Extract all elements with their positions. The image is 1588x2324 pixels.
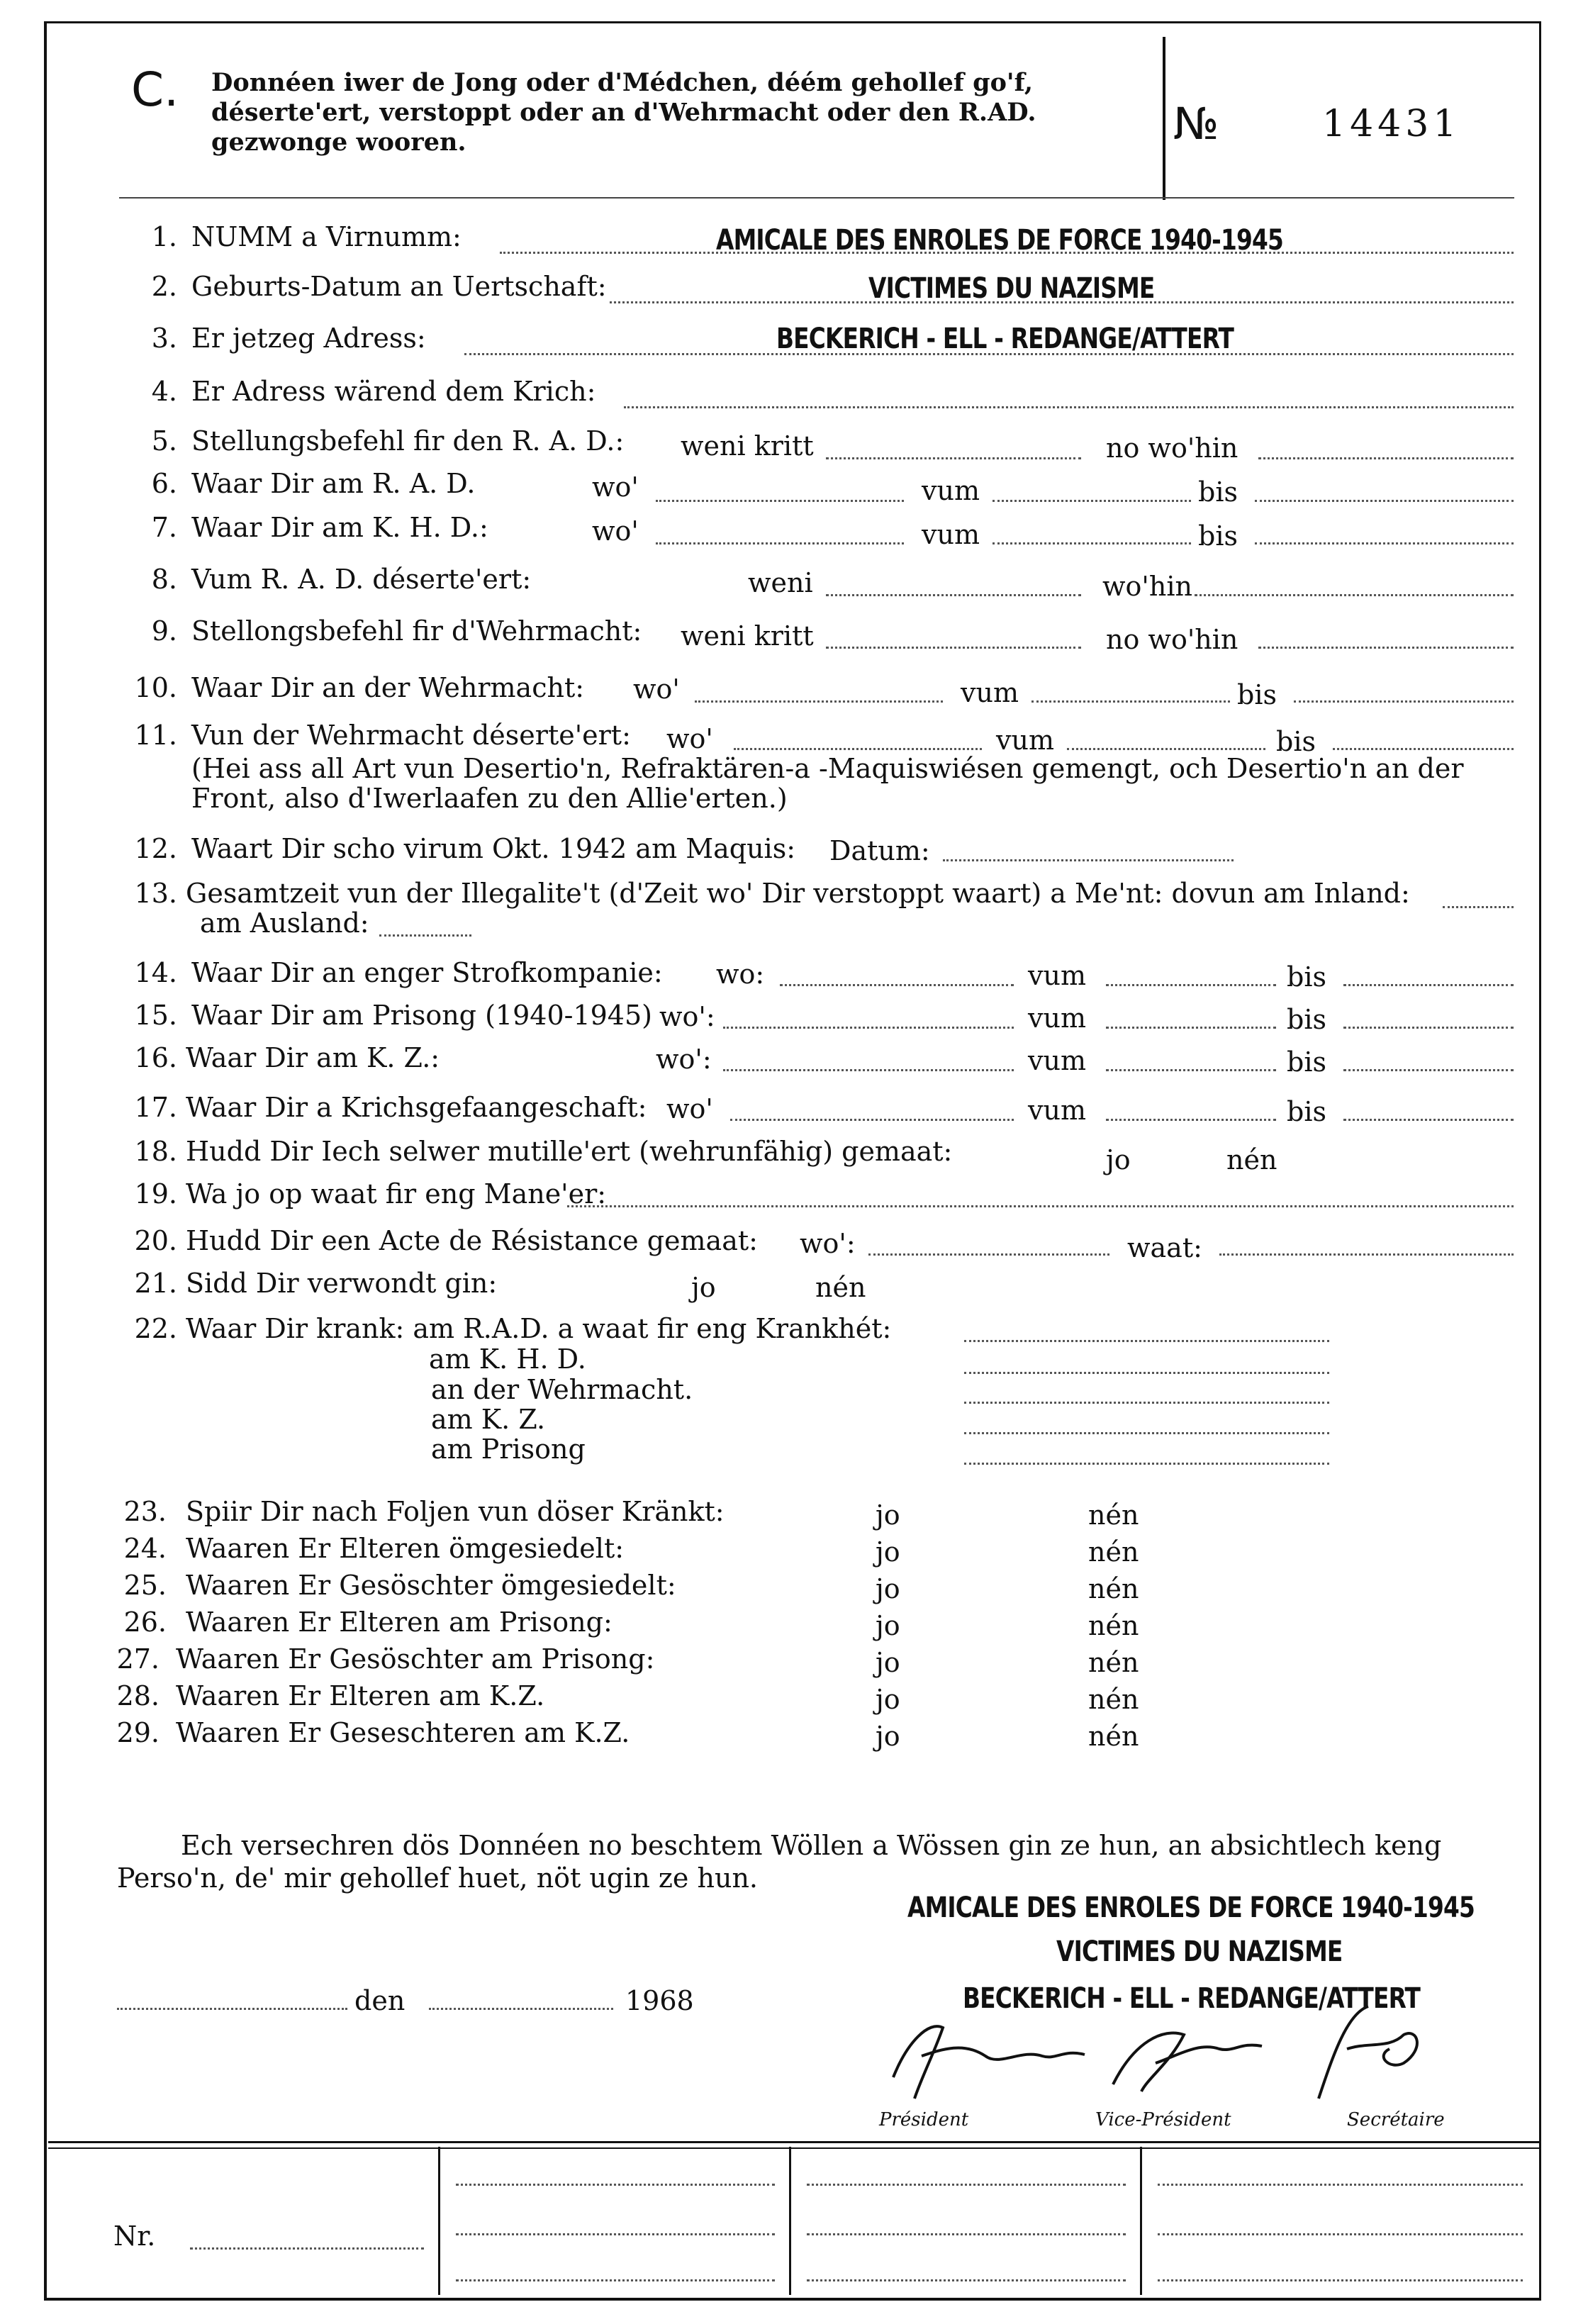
answer-line[interactable]	[1106, 1119, 1276, 1121]
question-label: Waaren Er Elteren am K.Z.	[176, 1680, 545, 1711]
question-number: 9.	[151, 615, 177, 647]
stamp-line: VICTIMES DU NAZISME	[1056, 1935, 1343, 1968]
question-label: Spiir Dir nach Foljen vun döser Kränkt:	[186, 1496, 725, 1527]
field-label: bis	[1287, 1046, 1326, 1078]
stamp-line: BECKERICH - ELL - REDANGE/ATTERT	[776, 323, 1234, 355]
question-number: 13.	[134, 878, 177, 909]
header-divider	[1163, 37, 1165, 200]
answer-line[interactable]	[1219, 1253, 1514, 1256]
question-number: 24.	[123, 1533, 167, 1564]
stamp-line: BECKERICH - ELL - REDANGE/ATTERT	[963, 1982, 1421, 2015]
table-cell-line[interactable]	[1158, 2184, 1523, 2186]
question-number: 10.	[134, 672, 177, 703]
table-divider	[438, 2147, 440, 2295]
table-cell-line[interactable]	[807, 2279, 1126, 2281]
field-label: vum	[1028, 1002, 1086, 1034]
question-number: 19.	[134, 1178, 177, 1210]
question-number: 15.	[134, 1000, 177, 1031]
field-label: vum	[1028, 1095, 1086, 1126]
section-letter: C.	[131, 62, 179, 117]
answer-line[interactable]	[826, 457, 1081, 459]
table-top-rule	[48, 2141, 1540, 2149]
question-label: Waaren Er Gesöschter am Prisong:	[176, 1643, 655, 1675]
question-number: 28.	[116, 1680, 160, 1711]
answer-line[interactable]	[730, 1119, 1014, 1121]
question-number: 25.	[123, 1570, 167, 1601]
question-label: Geburts-Datum an Uertschaft:	[191, 271, 607, 302]
question-label: Waar Dir am R. A. D.	[191, 468, 476, 499]
stamp-line: VICTIMES DU NAZISME	[868, 272, 1155, 305]
date-year: 1968	[625, 1985, 694, 2016]
option-no[interactable]: nén	[1088, 1684, 1139, 1715]
field-label: wo'	[666, 723, 713, 754]
table-cell-line[interactable]	[807, 2233, 1126, 2235]
field-label: bis	[1287, 1004, 1326, 1035]
question-number: 2.	[151, 271, 177, 302]
option-no[interactable]: nén	[1088, 1573, 1139, 1604]
sub-label: am Prisong	[431, 1434, 586, 1465]
question-note: Front, also d'Iwerlaafen zu den Allie'erten.)	[191, 783, 788, 814]
field-label: bis	[1198, 520, 1238, 552]
answer-line[interactable]	[1067, 748, 1265, 750]
question-number: 20.	[134, 1225, 177, 1256]
field-label: bis	[1237, 679, 1277, 710]
answer-line[interactable]	[964, 1432, 1329, 1434]
field-label: wo'	[592, 515, 639, 547]
option-no[interactable]: nén	[1226, 1144, 1277, 1175]
answer-line[interactable]	[964, 1402, 1329, 1404]
option-yes[interactable]: jo	[876, 1721, 900, 1752]
question-number: 22.	[134, 1313, 177, 1344]
answer-line[interactable]	[624, 406, 1514, 408]
field-label: wo':	[659, 1001, 715, 1032]
question-label: Er Adress wärend dem Krich:	[191, 376, 596, 407]
answer-line[interactable]	[826, 594, 1081, 596]
answer-line[interactable]	[723, 1027, 1014, 1029]
answer-line[interactable]	[1106, 984, 1276, 986]
question-label: Er jetzeg Adress:	[191, 323, 426, 354]
option-no[interactable]: nén	[815, 1272, 866, 1303]
field-label: wo'	[633, 674, 680, 705]
option-yes[interactable]: jo	[1106, 1144, 1131, 1175]
answer-line[interactable]	[1333, 748, 1514, 750]
question-label: Sidd Dir verwondt gin:	[186, 1268, 498, 1299]
nr-field[interactable]	[190, 2247, 424, 2250]
question-label: NUMM a Virnumm:	[191, 221, 462, 252]
question-label: Waaren Er Elteren ömgesiedelt:	[186, 1533, 625, 1564]
answer-line[interactable]	[964, 1372, 1329, 1374]
table-cell-line[interactable]	[456, 2184, 775, 2186]
field-label: wo'	[592, 471, 639, 503]
field-label: Datum:	[829, 835, 930, 866]
signatures-image	[879, 1999, 1489, 2106]
field-label: vum	[1028, 960, 1086, 991]
header-rule	[119, 197, 1514, 199]
question-number: 8.	[151, 564, 177, 595]
signature-role: Vice-Président	[1095, 2109, 1231, 2130]
question-label: Stellongsbefehl fir d'Wehrmacht:	[191, 615, 642, 647]
question-label: Waar Dir an der Wehrmacht:	[191, 672, 585, 703]
answer-line[interactable]	[868, 1253, 1109, 1256]
nr-label: Nr.	[113, 2220, 156, 2252]
answer-line[interactable]	[1258, 647, 1514, 649]
answer-line[interactable]	[379, 934, 471, 937]
question-number: 12.	[134, 833, 177, 864]
option-no[interactable]: nén	[1088, 1721, 1139, 1752]
bottom-table	[48, 2141, 1540, 2295]
answer-line[interactable]	[964, 1463, 1329, 1465]
question-label: Hudd Dir Iech selwer mutille'ert (wehrunfähig) gemaat:	[186, 1136, 953, 1167]
section-title: Donnéen iwer de Jong oder d'Médchen, déém gehollef go'f, déserte'ert, verstoppt oder an d'Wehrmacht oder den R.AD. gezwonge wooren.	[211, 68, 1036, 157]
answer-line[interactable]	[1195, 594, 1514, 596]
table-cell-line[interactable]	[1158, 2233, 1523, 2235]
question-label: Waaren Er Geseschteren am K.Z.	[176, 1717, 630, 1748]
option-yes[interactable]: jo	[876, 1499, 900, 1531]
field-label: wo':	[656, 1044, 712, 1075]
field-label: vum	[961, 677, 1019, 708]
answer-line[interactable]	[1343, 984, 1514, 986]
question-number: 6.	[151, 468, 177, 499]
field-label: vum	[996, 725, 1054, 756]
question-label: Gesamtzeit vun der Illegalite't (d'Zeit wo' Dir verstoppt waart) a Me'nt: dovun am Inland:	[186, 878, 1410, 909]
question-note: (Hei ass all Art vun Desertio'n, Refraktären-a -Maquiswiésen gemengt, och Desertio'n an der	[191, 753, 1464, 784]
question-number: 18.	[134, 1136, 177, 1167]
answer-line[interactable]	[695, 700, 943, 703]
answer-line[interactable]	[1255, 542, 1514, 544]
answer-line[interactable]	[1343, 1119, 1514, 1121]
option-yes[interactable]: jo	[876, 1647, 900, 1678]
field-label: wo':	[800, 1228, 856, 1259]
question-label: Vun der Wehrmacht déserte'ert:	[191, 720, 631, 751]
answer-line[interactable]	[1106, 1027, 1276, 1029]
field-label: no wo'hin	[1106, 624, 1238, 655]
option-yes[interactable]: jo	[691, 1272, 716, 1303]
answer-line[interactable]	[992, 542, 1191, 544]
answer-line[interactable]	[723, 1069, 1014, 1071]
field-label: wo:	[716, 959, 765, 990]
question-label: Vum R. A. D. déserte'ert:	[191, 564, 532, 595]
stamp-line: AMICALE DES ENROLES DE FORCE 1940-1945	[716, 224, 1283, 257]
question-number: 16.	[134, 1042, 177, 1073]
question-number: 23.	[123, 1496, 167, 1527]
option-no[interactable]: nén	[1088, 1610, 1139, 1641]
option-yes[interactable]: jo	[876, 1536, 900, 1568]
question-label: Waaren Er Gesöschter ömgesiedelt:	[186, 1570, 676, 1601]
answer-line[interactable]	[964, 1340, 1329, 1342]
question-label: Waaren Er Elteren am Prisong:	[186, 1607, 613, 1638]
option-no[interactable]: nén	[1088, 1499, 1139, 1531]
answer-line[interactable]	[780, 984, 1014, 986]
question-label: Waar Dir am K. H. D.:	[191, 512, 488, 543]
question-number: 14.	[134, 957, 177, 988]
field-label: vum	[922, 519, 980, 550]
question-label: Waar Dir am K. Z.:	[186, 1042, 440, 1073]
field-label: bis	[1198, 476, 1238, 508]
field-label: bis	[1276, 726, 1316, 757]
answer-line[interactable]	[1294, 700, 1514, 703]
answer-line[interactable]	[1031, 700, 1230, 703]
answer-line[interactable]	[734, 748, 982, 750]
answer-line[interactable]	[656, 500, 904, 502]
option-yes[interactable]: jo	[876, 1610, 900, 1641]
field-label: vum	[1028, 1045, 1086, 1076]
signature-role: Président	[879, 2109, 969, 2130]
field-label: am Ausland:	[200, 907, 369, 939]
stamp-line: AMICALE DES ENROLES DE FORCE 1940-1945	[907, 1892, 1475, 1924]
question-label: Waar Dir an enger Strofkompanie:	[191, 957, 663, 988]
table-cell-line[interactable]	[1158, 2279, 1523, 2281]
question-number: 5.	[151, 425, 177, 457]
question-number: 7.	[151, 512, 177, 543]
question-number: 1.	[151, 221, 177, 252]
answer-line[interactable]	[826, 647, 1081, 649]
answer-line[interactable]	[1255, 500, 1514, 502]
question-number: 3.	[151, 323, 177, 354]
answer-line[interactable]	[1258, 457, 1514, 459]
table-cell-line[interactable]	[456, 2233, 775, 2235]
form-number: 14431	[1322, 103, 1461, 145]
question-number: 29.	[116, 1717, 160, 1748]
answer-line[interactable]	[1443, 906, 1514, 908]
answer-line[interactable]	[943, 859, 1234, 861]
table-divider	[789, 2147, 791, 2295]
answer-line[interactable]	[1343, 1027, 1514, 1029]
number-sign: №	[1173, 98, 1219, 150]
answer-line[interactable]	[992, 500, 1191, 502]
question-number: 11.	[134, 720, 177, 751]
question-label: Hudd Dir een Acte de Résistance gemaat:	[186, 1225, 758, 1256]
table-divider	[1140, 2147, 1142, 2295]
field-label: waat:	[1127, 1232, 1202, 1263]
field-label: wo'	[666, 1093, 713, 1124]
option-no[interactable]: nén	[1088, 1647, 1139, 1678]
signature-role: Secrétaire	[1347, 2109, 1445, 2130]
question-label: Waar Dir am Prisong (1940-1945)	[191, 1000, 652, 1031]
field-label: no wo'hin	[1106, 432, 1238, 464]
field-label: weni kritt	[681, 620, 814, 652]
date-month-line[interactable]	[429, 2008, 613, 2010]
date-den-label: den	[354, 1985, 406, 2016]
question-number: 21.	[134, 1268, 177, 1299]
field-label: weni	[748, 567, 813, 598]
option-no[interactable]: nén	[1088, 1536, 1139, 1568]
field-label: bis	[1287, 961, 1326, 993]
answer-line[interactable]	[1106, 1069, 1276, 1071]
question-label: Stellungsbefehl fir den R. A. D.:	[191, 425, 625, 457]
table-cell-line[interactable]	[807, 2184, 1126, 2186]
question-number: 27.	[116, 1643, 160, 1675]
sub-label: am K. Z.	[431, 1404, 546, 1435]
field-label: vum	[922, 475, 980, 506]
answer-line[interactable]	[656, 542, 904, 544]
answer-line[interactable]	[1343, 1069, 1514, 1071]
answer-line[interactable]	[567, 1205, 1514, 1207]
question-label: Waart Dir scho virum Okt. 1942 am Maquis:	[191, 833, 796, 864]
field-label: bis	[1287, 1096, 1326, 1127]
option-yes[interactable]: jo	[876, 1684, 900, 1715]
question-label: Waar Dir a Krichsgefaangeschaft:	[186, 1092, 647, 1123]
table-cell-line[interactable]	[456, 2279, 775, 2281]
question-label: Wa jo op waat fir eng Mane'er:	[186, 1178, 607, 1210]
question-number: 4.	[151, 376, 177, 407]
date-day-line[interactable]	[117, 2008, 347, 2010]
question-number: 17.	[134, 1092, 177, 1123]
question-number: 26.	[123, 1607, 167, 1638]
sub-label: am K. H. D.	[429, 1343, 586, 1375]
declaration-text: Ech versechren dös Donnéen no beschtem Wöllen a Wössen gin ze hun, an absichtlech keng Perso'n, de' mir gehollef huet, nöt ugin ze hun.	[117, 1830, 1442, 1894]
option-yes[interactable]: jo	[876, 1573, 900, 1604]
field-label: weni kritt	[681, 430, 814, 462]
field-label: wo'hin	[1102, 571, 1192, 602]
question-label: Waar Dir krank: am R.A.D. a waat fir eng Krankhét:	[186, 1313, 892, 1344]
sub-label: an der Wehrmacht.	[431, 1374, 693, 1405]
